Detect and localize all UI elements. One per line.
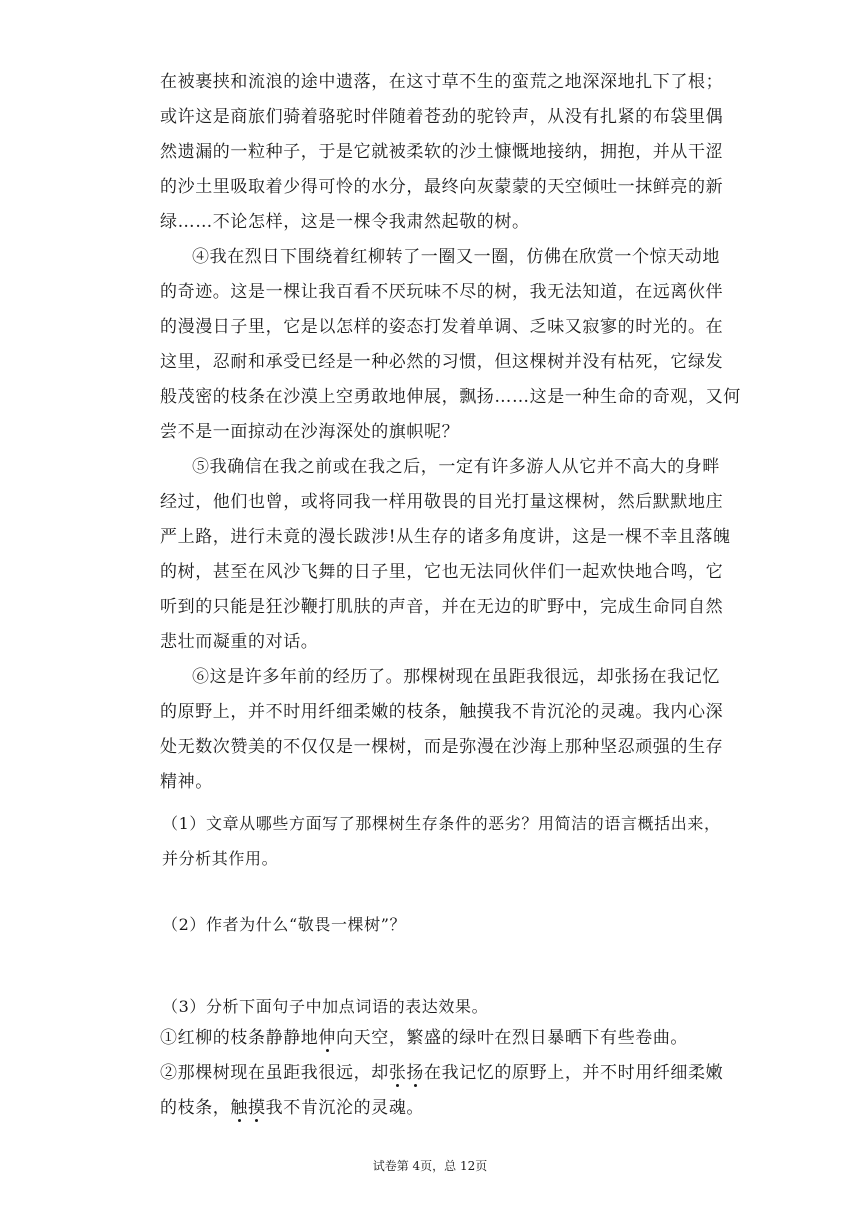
passage-line: 的原野上，并不时用纤细柔嫩的枝条，触摸我不肯沉沦的灵魂。我内心深 — [160, 702, 724, 722]
paragraph-4-first-line: ④我在烈日下围绕着红柳转了一圈又一圈，仿佛在欣赏一个惊天动地 — [192, 247, 720, 267]
passage-line: 或许这是商旅们骑着骆驼时伴随着苍劲的驼铃声，从没有扎紧的布袋里偶 — [160, 107, 724, 127]
passage-line: 听到的只能是狂沙鞭打肌肤的声音，并在无边的旷野中，完成生命同自然 — [160, 597, 724, 617]
passage-line: 的沙土里吸取着少得可怜的水分，最终向灰蒙蒙的天空倾吐一抹鲜亮的新 — [160, 177, 724, 197]
passage-line: 经过，他们也曾，或将同我一样用敬畏的目光打量这棵树，然后默默地庄 — [160, 492, 724, 512]
passage-line: 的树，甚至在风沙飞舞的日子里，它也无法同伙伴们一起欢快地合鸣，它 — [160, 562, 724, 582]
passage-line: 的漫漫日子里，它是以怎样的姿态打发着单调、乏味又寂寥的时光的。在 — [160, 317, 724, 337]
passage-line: 在被裹挟和流浪的途中遗落，在这寸草不生的蛮荒之地深深地扎下了根； — [160, 72, 724, 92]
dotted-word: 触 — [230, 1098, 249, 1118]
passage-line: 严上路，进行未竟的漫长跋涉!从生存的诸多角度讲，这是一棵不幸且落魄 — [160, 527, 731, 547]
question-3-sentence-2 — [160, 1061, 723, 1085]
paragraph-6-first-line: ⑥这是许多年前的经历了。那棵树现在虽距我很远，却张扬在我记忆 — [192, 667, 720, 687]
sentence-text: 在我记忆的原野上，并不时用纤细柔嫩 — [424, 1063, 724, 1083]
passage-line: 精神。 — [160, 772, 213, 792]
question-1-cont: 并分析其作用。 — [162, 849, 279, 868]
sentence-text: ②那棵树现在虽距我很远，却 — [160, 1063, 389, 1083]
passage-line: 悲壮而凝重的对话。 — [160, 632, 319, 652]
passage-line: 这里，忍耐和承受已经是一种必然的习惯，但这棵树并没有枯死，它绿发 — [160, 352, 724, 372]
dotted-word: 伸 — [318, 1028, 337, 1048]
dotted-word: 摸 — [248, 1098, 266, 1118]
sentence-text: ①红柳的枝条静静地 — [160, 1028, 319, 1048]
dotted-word: 扬 — [406, 1063, 425, 1083]
dotted-word: 张 — [388, 1063, 407, 1083]
passage-line: 然遗漏的一粒种子，于是它就被柔软的沙土慷慨地接纳，拥抱，并从干涩 — [160, 142, 724, 162]
passage-line: 尝不是一面掠动在沙海深处的旗帜呢？ — [160, 422, 460, 442]
question-3-sentence-2-cont — [160, 1096, 424, 1120]
sentence-text: 我不肯沉沦的灵魂。 — [265, 1098, 425, 1118]
paragraph-5-first-line: ⑤我确信在我之前或在我之后，一定有许多游人从它并不高大的身畔 — [192, 457, 720, 477]
passage-line: 绿……不论怎样，这是一棵令我肃然起敬的树。 — [160, 212, 530, 232]
passage-line: 处无数次赞美的不仅仅是一棵树，而是弥漫在沙海上那种坚忍顽强的生存 — [160, 737, 724, 757]
question-3: （3）分析下面句子中加点词语的表达效果。 — [162, 997, 489, 1016]
page-footer: 试卷第 4页，总 12页 — [372, 1159, 488, 1173]
sentence-text: 向天空，繁盛的绿叶在烈日暴晒下有些卷曲。 — [336, 1028, 689, 1048]
sentence-text: 的枝条， — [160, 1098, 231, 1118]
question-1: （1）文章从哪些方面写了那棵树生存条件的恶劣？用简洁的语言概括出来， — [162, 814, 721, 833]
passage-line: 般茂密的枝条在沙漠上空勇敢地伸展，飘扬……这是一种生命的奇观，又何 — [160, 387, 741, 407]
question-2: （2）作者为什么“敬畏一棵树”？ — [162, 915, 407, 934]
question-3-sentence-1 — [160, 1026, 688, 1050]
passage-line: 的奇迹。这是一棵让我百看不厌玩味不尽的树，我无法知道，在远离伙伴 — [160, 282, 724, 302]
